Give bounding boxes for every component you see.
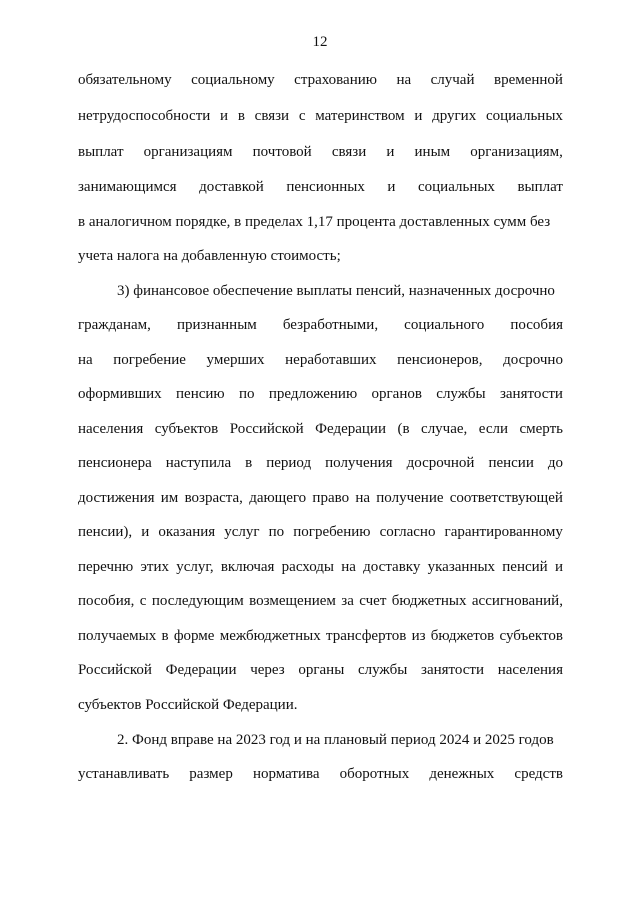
word: ассигнований, <box>471 593 563 609</box>
word: наступила <box>165 455 232 471</box>
word: пенсионеров, <box>397 352 483 368</box>
word: выплат <box>78 144 124 160</box>
word: в <box>161 628 169 644</box>
text-line <box>78 489 563 507</box>
word: на <box>396 72 412 88</box>
word: с <box>139 593 147 609</box>
word: пенсии), <box>78 524 133 540</box>
word: доставкой <box>199 179 264 195</box>
word: пособия <box>510 317 563 333</box>
word: устанавливать <box>78 766 170 782</box>
word: связи <box>331 144 367 160</box>
word: пенсионера <box>78 455 152 471</box>
word: социального <box>404 317 485 333</box>
word: указанных <box>427 559 496 575</box>
word: социальному <box>191 72 275 88</box>
word: социальных <box>485 108 563 124</box>
word: бюджетов <box>430 628 495 644</box>
word: норматива <box>252 766 320 782</box>
word: организациям, <box>470 144 563 160</box>
word: и <box>386 144 395 160</box>
word: неработавших <box>285 352 377 368</box>
word: на <box>341 559 356 575</box>
word: пенсию <box>176 386 225 402</box>
word: занятости <box>499 386 563 402</box>
text-line: в аналогичном порядке, в пределах 1,17 процента доставленных сумм без <box>78 214 551 230</box>
word: межбюджетных <box>219 628 321 644</box>
word: гарантированному <box>444 524 563 540</box>
paragraph-first-line: 3) финансовое обеспечение выплаты пенсий, назначенных досрочно <box>117 283 555 299</box>
word: выплат <box>517 179 563 195</box>
word: предложению <box>268 386 358 402</box>
word: на <box>355 490 371 506</box>
word: из <box>411 628 426 644</box>
text-line <box>78 558 563 576</box>
word: Российской <box>78 662 152 678</box>
word: на <box>78 352 93 368</box>
word: службы <box>357 662 408 678</box>
word: Федерации <box>165 662 237 678</box>
text-line <box>78 71 563 89</box>
text-line <box>78 351 563 369</box>
word: им <box>160 490 179 506</box>
word: службы <box>436 386 486 402</box>
text-line <box>78 107 563 125</box>
word: других <box>432 108 477 124</box>
text-line <box>78 592 563 610</box>
page-number: 12 <box>312 34 328 50</box>
word: пенсионных <box>286 179 365 195</box>
word: занятости <box>421 662 484 678</box>
word: населения <box>497 662 563 678</box>
word: трансфертов <box>325 628 407 644</box>
word: период <box>266 455 312 471</box>
text-line <box>78 143 563 161</box>
word: дающего <box>249 490 307 506</box>
word: услуг, <box>176 559 214 575</box>
word: оформивших <box>78 386 162 402</box>
text-line <box>78 385 563 403</box>
text-line <box>78 454 563 472</box>
word: размер <box>189 766 233 782</box>
word: получение <box>376 490 444 506</box>
word: согласно <box>379 524 436 540</box>
word: с <box>298 108 306 124</box>
word: соответствующей <box>449 490 563 506</box>
word: этих <box>140 559 170 575</box>
text-line <box>78 627 563 645</box>
word: по <box>268 524 285 540</box>
word: пенсии <box>488 455 534 471</box>
word: счет <box>359 593 387 609</box>
word: и <box>387 179 396 195</box>
word: доставку <box>363 559 421 575</box>
word: получения <box>325 455 393 471</box>
word: иным <box>414 144 451 160</box>
word: (в <box>397 421 410 437</box>
word: нетрудоспособности <box>78 108 211 124</box>
word: досрочно <box>503 352 563 368</box>
text-line <box>78 765 563 783</box>
text-line <box>78 178 563 196</box>
word: достижения <box>78 490 155 506</box>
word: умерших <box>206 352 265 368</box>
word: форме <box>173 628 215 644</box>
word: случай <box>430 72 475 88</box>
word: получаемых <box>78 628 157 644</box>
word: органов <box>371 386 422 402</box>
word: Российской <box>229 421 304 437</box>
text-line <box>78 316 563 334</box>
word: погребению <box>293 524 371 540</box>
text-line <box>78 661 563 679</box>
word: до <box>547 455 563 471</box>
word: признанным <box>176 317 257 333</box>
word: по <box>238 386 255 402</box>
word: услуг <box>224 524 260 540</box>
word: и <box>220 108 229 124</box>
text-line: учета налога на добавленную стоимость; <box>78 248 341 264</box>
word: социальных <box>417 179 495 195</box>
word: пособия, <box>78 593 135 609</box>
word: случае, <box>421 421 468 437</box>
word: Федерации <box>315 421 386 437</box>
word: в <box>237 108 245 124</box>
word: через <box>250 662 285 678</box>
word: обязательному <box>78 72 172 88</box>
word: возраста, <box>184 490 243 506</box>
word: субъектов <box>154 421 219 437</box>
word: и <box>554 559 563 575</box>
word: гражданам, <box>78 317 151 333</box>
word: страхованию <box>294 72 377 88</box>
word: почтовой <box>252 144 312 160</box>
word: в <box>245 455 253 471</box>
word: право <box>312 490 350 506</box>
word: связи <box>254 108 290 124</box>
word: субъектов <box>499 628 563 644</box>
word: бюджетных <box>391 593 467 609</box>
text-line <box>78 523 563 541</box>
word: средств <box>514 766 563 782</box>
word: за <box>341 593 354 609</box>
word: включая <box>220 559 275 575</box>
word: и <box>414 108 423 124</box>
word: органы <box>298 662 345 678</box>
word: населения <box>78 421 144 437</box>
word: безработными, <box>282 317 379 333</box>
word: пенсий <box>502 559 548 575</box>
word: смерть <box>519 421 563 437</box>
word: материнством <box>315 108 405 124</box>
word: расходы <box>281 559 334 575</box>
word: последующим <box>151 593 244 609</box>
word: оборотных <box>339 766 410 782</box>
word: оказания <box>158 524 216 540</box>
word: возмещением <box>249 593 336 609</box>
word: если <box>478 421 508 437</box>
word: и <box>141 524 150 540</box>
word: организациям <box>143 144 233 160</box>
text-line: субъектов Российской Федерации. <box>78 697 298 713</box>
word: досрочной <box>406 455 475 471</box>
word: погребение <box>113 352 186 368</box>
word: временной <box>493 72 563 88</box>
word: занимающимся <box>78 179 177 195</box>
word: денежных <box>429 766 495 782</box>
text-line <box>78 420 563 438</box>
word: перечню <box>78 559 134 575</box>
paragraph-first-line: 2. Фонд вправе на 2023 год и на плановый период 2024 и 2025 годов <box>117 732 554 748</box>
